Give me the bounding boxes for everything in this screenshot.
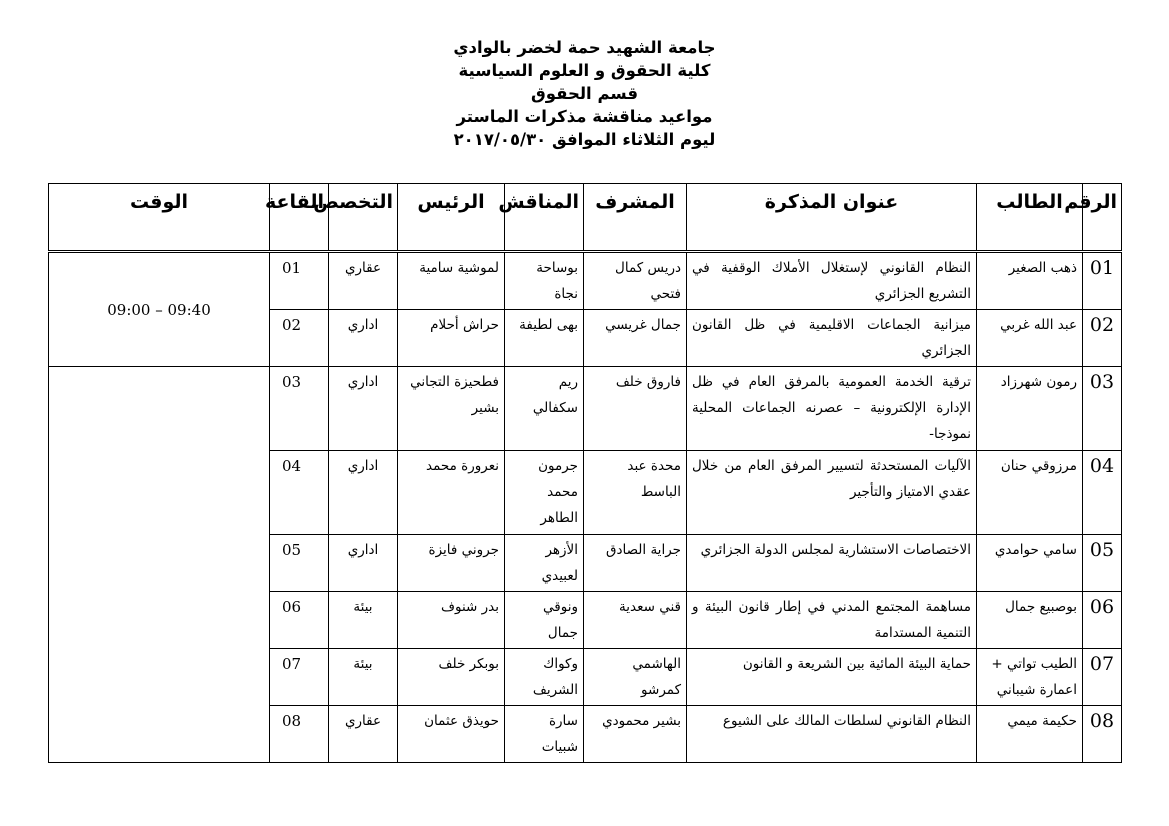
row-examiner: بوساحة نجاة: [505, 252, 584, 310]
header-specialty: التخصص: [329, 184, 398, 252]
row-specialty: اداري: [329, 367, 398, 451]
row-president: لموشية سامية: [398, 252, 505, 310]
row-room: 08: [270, 706, 329, 763]
row-title: مساهمة المجتمع المدني في إطار قانون البيئة و التنمية المستدامة: [687, 592, 977, 649]
row-supervisor: قني سعدية: [584, 592, 687, 649]
row-number: 01: [1083, 252, 1122, 310]
table-row: [49, 252, 1122, 310]
row-specialty: اداري: [329, 535, 398, 592]
row-president: حراش أحلام: [398, 310, 505, 367]
row-room: 01: [270, 252, 329, 310]
row-student: حكيمة ميمي: [977, 706, 1083, 763]
row-president: بوبكر خلف: [398, 649, 505, 706]
row-president: جروني فايزة: [398, 535, 505, 592]
session-time: 09:00 – 09:40: [49, 252, 270, 367]
row-title: النظام القانوني لإستغلال الأملاك الوقفية في التشريع الجزائري: [687, 252, 977, 310]
university-name: جامعة الشهيد حمة لخضر بالوادي: [453, 38, 716, 57]
row-president: فطحيزة التجاني بشير: [398, 367, 505, 451]
row-student: سامي حوامدي: [977, 535, 1083, 592]
row-student: ذهب الصغير: [977, 252, 1083, 310]
header-supervisor: المشرف: [584, 184, 687, 252]
row-number: 05: [1083, 535, 1122, 592]
row-specialty: اداري: [329, 451, 398, 535]
row-president: نعرورة محمد: [398, 451, 505, 535]
row-student: مرزوقي حنان: [977, 451, 1083, 535]
row-room: 07: [270, 649, 329, 706]
row-examiner: وكواك الشريف: [505, 649, 584, 706]
row-examiner: سارة شبيات: [505, 706, 584, 763]
row-supervisor: فاروق خلف: [584, 367, 687, 451]
row-examiner: ريم سكفالي: [505, 367, 584, 451]
row-specialty: عقاري: [329, 706, 398, 763]
row-supervisor: جمال غريسي: [584, 310, 687, 367]
row-examiner: الأزهر لعبيدي: [505, 535, 584, 592]
row-room: 02: [270, 310, 329, 367]
header-number: الرقم: [1083, 184, 1122, 252]
row-president: حويذق عثمان: [398, 706, 505, 763]
row-number: 02: [1083, 310, 1122, 367]
row-title: ميزانية الجماعات الاقليمية في ظل القانون الجزائري: [687, 310, 977, 367]
row-supervisor: بشير محمودي: [584, 706, 687, 763]
header-room: القاعة: [270, 184, 329, 252]
header-examiner: المناقش: [505, 184, 584, 252]
row-student: عبد الله غربي: [977, 310, 1083, 367]
row-number: 06: [1083, 592, 1122, 649]
row-room: 06: [270, 592, 329, 649]
schedule-date: ليوم الثلاثاء الموافق ٢٠١٧/٠٥/٣٠: [453, 130, 716, 149]
row-title: النظام القانوني لسلطات المالك على الشيوع: [687, 706, 977, 763]
document-header: [0, 36, 1169, 151]
faculty-name: كلية الحقوق و العلوم السياسية: [458, 61, 711, 80]
row-room: 04: [270, 451, 329, 535]
row-president: بدر شنوف: [398, 592, 505, 649]
row-student: الطيب تواتي + اعمارة شيباني: [977, 649, 1083, 706]
row-number: 07: [1083, 649, 1122, 706]
header-title: عنوان المذكرة: [687, 184, 977, 252]
row-specialty: عقاري: [329, 252, 398, 310]
row-supervisor: محدة عبد الباسط: [584, 451, 687, 535]
department-name: قسم الحقوق: [531, 84, 638, 103]
header-student: الطالب: [977, 184, 1083, 252]
row-room: 03: [270, 367, 329, 451]
row-specialty: بيئة: [329, 649, 398, 706]
row-specialty: اداري: [329, 310, 398, 367]
row-supervisor: دريس كمال فتحي: [584, 252, 687, 310]
row-number: 08: [1083, 706, 1122, 763]
table-header-row: [49, 184, 1122, 252]
row-supervisor: الهاشمي كمرشو: [584, 649, 687, 706]
row-examiner: ونوقي جمال: [505, 592, 584, 649]
document-title: مواعيد مناقشة مذكرات الماستر: [456, 107, 713, 126]
row-number: 03: [1083, 367, 1122, 451]
header-time: الوقت: [49, 184, 270, 252]
row-examiner: جرمون محمد الطاهر: [505, 451, 584, 535]
row-title: الآليات المستحدثة لتسيير المرفق العام من خلال عقدي الامتياز والتأجير: [687, 451, 977, 535]
row-student: بوصبيع جمال: [977, 592, 1083, 649]
row-supervisor: جراية الصادق: [584, 535, 687, 592]
row-title: الاختصاصات الاستشارية لمجلس الدولة الجزائري: [687, 535, 977, 592]
header-president: الرئيس: [398, 184, 505, 252]
row-examiner: بهى لطيفة: [505, 310, 584, 367]
row-title: ترقية الخدمة العمومية بالمرفق العام في ظل الإدارة الإلكترونية – عصرنه الجماعات المحلية نموذجا-: [687, 367, 977, 451]
row-room: 05: [270, 535, 329, 592]
row-student: رمون شهرزاد: [977, 367, 1083, 451]
defense-schedule-table: [48, 183, 1122, 763]
row-title: حماية البيئة المائية بين الشريعة و القانون: [687, 649, 977, 706]
row-specialty: بيئة: [329, 592, 398, 649]
row-number: 04: [1083, 451, 1122, 535]
empty-time-cell: [49, 367, 270, 763]
table-row: [49, 367, 1122, 451]
